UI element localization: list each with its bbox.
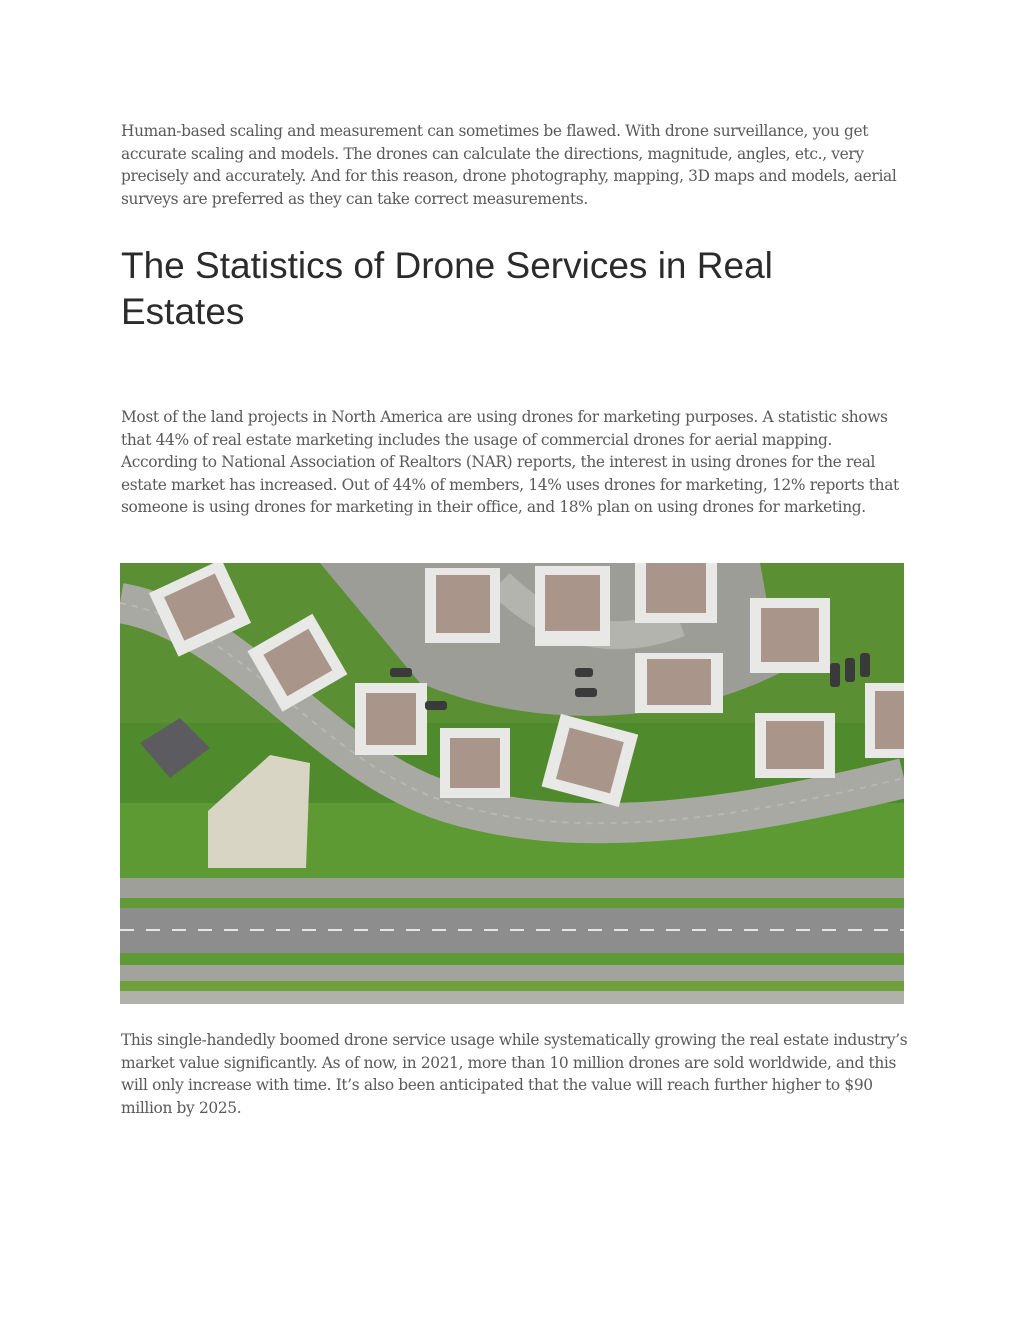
closing-paragraph: This single-handedly boomed drone service usage while systematically growing the real estate industry’s market value significantly. As of now, in 2021, more than 10 million drones are sold worldwide, and this will only increase with time. It’s also been anticipated that the value will reach further higher to $90 million by 2025. — [121, 1031, 908, 1117]
stats-paragraph: Most of the land projects in North America are using drones for marketing purposes. A statistic shows that 44% of real estate marketing includes the usage of commercial drones for aerial mapping. According to National Association of Realtors (NAR) reports, the interest in using drones for the real estate market has increased. Out of 44% of members, 14% uses drones for marketing, 12% reports that someone is using drones for marketing in their office, and 18% plan on using drones for marketing. — [121, 408, 899, 517]
section-heading: The Statistics of Drone Services in Real Estates — [121, 245, 773, 332]
aerial-neighborhood-photo — [120, 563, 904, 1004]
intro-paragraph: Human-based scaling and measurement can sometimes be flawed. With drone surveillance, you get accurate scaling and models. The drones can calculate the directions, magnitude, angles, etc., very precisely and accurately. And for this reason, drone photography, mapping, 3D maps and models, aerial surveys are preferred as they can take correct measurements. — [121, 122, 897, 208]
